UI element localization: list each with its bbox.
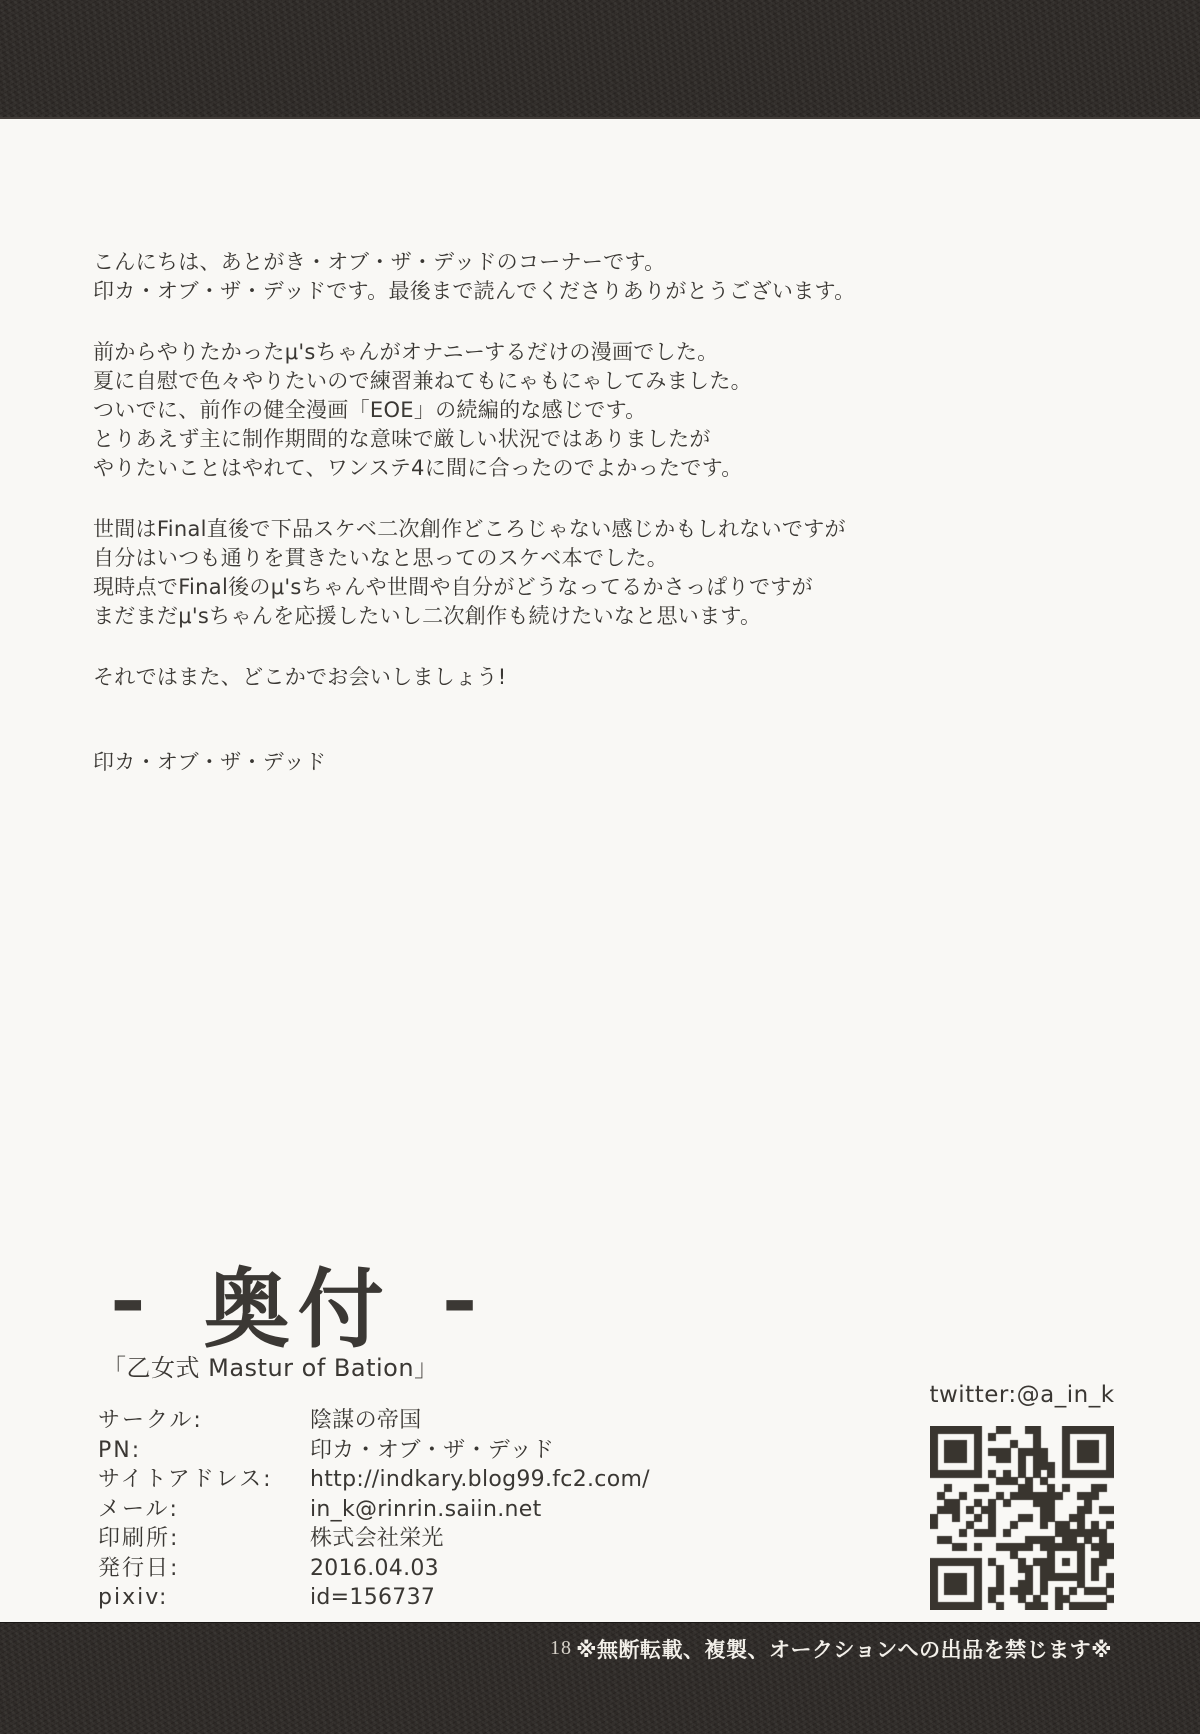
colophon-heading xyxy=(110,1240,485,1364)
book-title: 「乙女式 Mastur of Bation」 xyxy=(102,1354,439,1382)
afterword-text xyxy=(93,248,855,777)
afterword-paragraphs xyxy=(93,248,855,692)
colophon-row xyxy=(98,1554,650,1584)
heading-title: 奥付 xyxy=(203,1260,392,1360)
afterword-line: 印カ・オブ・ザ・デッドです。最後まで読んでくださりありがとうございます。 xyxy=(93,279,856,303)
afterword-line: やりたいことはやれて、ワンステ4に間に合ったのでよかったです。 xyxy=(93,456,743,480)
afterword-line: それではまた、どこかでお会いしましょう! xyxy=(93,665,507,689)
afterword-paragraph xyxy=(93,663,855,692)
colophon-label: PN: xyxy=(98,1437,142,1463)
afterword-line: 世間はFinal直後で下品スケベ二次創作どころじゃない感じかもしれないですが xyxy=(93,517,846,541)
colophon-row xyxy=(98,1465,650,1495)
page-number: 18 xyxy=(550,1637,572,1659)
afterword-line: 前からやりたかったμ'sちゃんがオナニーするだけの漫画でした。 xyxy=(93,340,719,364)
colophon-row xyxy=(98,1524,650,1554)
author-signature: 印カ・オブ・ザ・デッド xyxy=(93,750,327,774)
colophon-label: サイトアドレス: xyxy=(98,1467,273,1492)
colophon-row xyxy=(98,1406,650,1436)
qr-code xyxy=(930,1426,1114,1610)
colophon-label: 印刷所: xyxy=(98,1526,180,1551)
colophon-label: メール: xyxy=(98,1496,179,1522)
afterword-line: 夏に自慰で色々やりたいので練習兼ねてもにゃもにゃしてみました。 xyxy=(93,369,752,393)
afterword-line: とりあえず主に制作期間的な意味で厳しい状況ではありましたが xyxy=(93,427,711,451)
afterword-line: まだまだμ'sちゃんを応援したいし二次創作も続けたいなと思います。 xyxy=(93,604,762,628)
afterword-line: こんにちは、あとがき・オブ・ザ・デッドのコーナーです。 xyxy=(93,250,666,274)
copyright-warning: ※無断転載、複製、オークションへの出品を禁じます※ xyxy=(576,1638,1112,1662)
afterword-line: 現時点でFinal後のμ'sちゃんや世間や自分がどうなってるかさっぱりですが xyxy=(93,575,813,599)
colophon-label: pixiv: xyxy=(98,1585,169,1610)
afterword-line: 自分はいつも通りを貫きたいなと思ってのスケベ本でした。 xyxy=(93,546,669,570)
colophon-value: http://indkary.blog99.fc2.com/ xyxy=(310,1467,650,1492)
top-black-band xyxy=(0,0,1200,119)
colophon-value: 株式会社栄光 xyxy=(310,1526,444,1551)
colophon-value: 2016.04.03 xyxy=(310,1555,439,1581)
colophon-value: id=156737 xyxy=(310,1585,436,1610)
afterword-paragraph xyxy=(93,338,855,483)
colophon-label: 発行日: xyxy=(98,1555,180,1581)
colophon-value: in_k@rinrin.saiin.net xyxy=(310,1496,542,1522)
colophon-row xyxy=(98,1583,650,1613)
twitter-handle: twitter:@a_in_k xyxy=(929,1382,1115,1408)
afterword-paragraph xyxy=(93,248,855,306)
afterword-paragraph xyxy=(93,515,855,631)
colophon-table xyxy=(98,1406,650,1613)
heading-dash-left: - xyxy=(110,1259,154,1345)
colophon-row xyxy=(98,1495,650,1525)
colophon-row xyxy=(98,1436,650,1466)
colophon-value: 印カ・オブ・ザ・デッド xyxy=(310,1437,555,1463)
heading-dash-right: - xyxy=(441,1259,486,1345)
afterword-line: ついでに、前作の健全漫画「EOE」の続編的な感じです。 xyxy=(93,398,647,422)
colophon-value: 陰謀の帝国 xyxy=(310,1408,422,1433)
colophon-label: サークル: xyxy=(98,1408,203,1433)
